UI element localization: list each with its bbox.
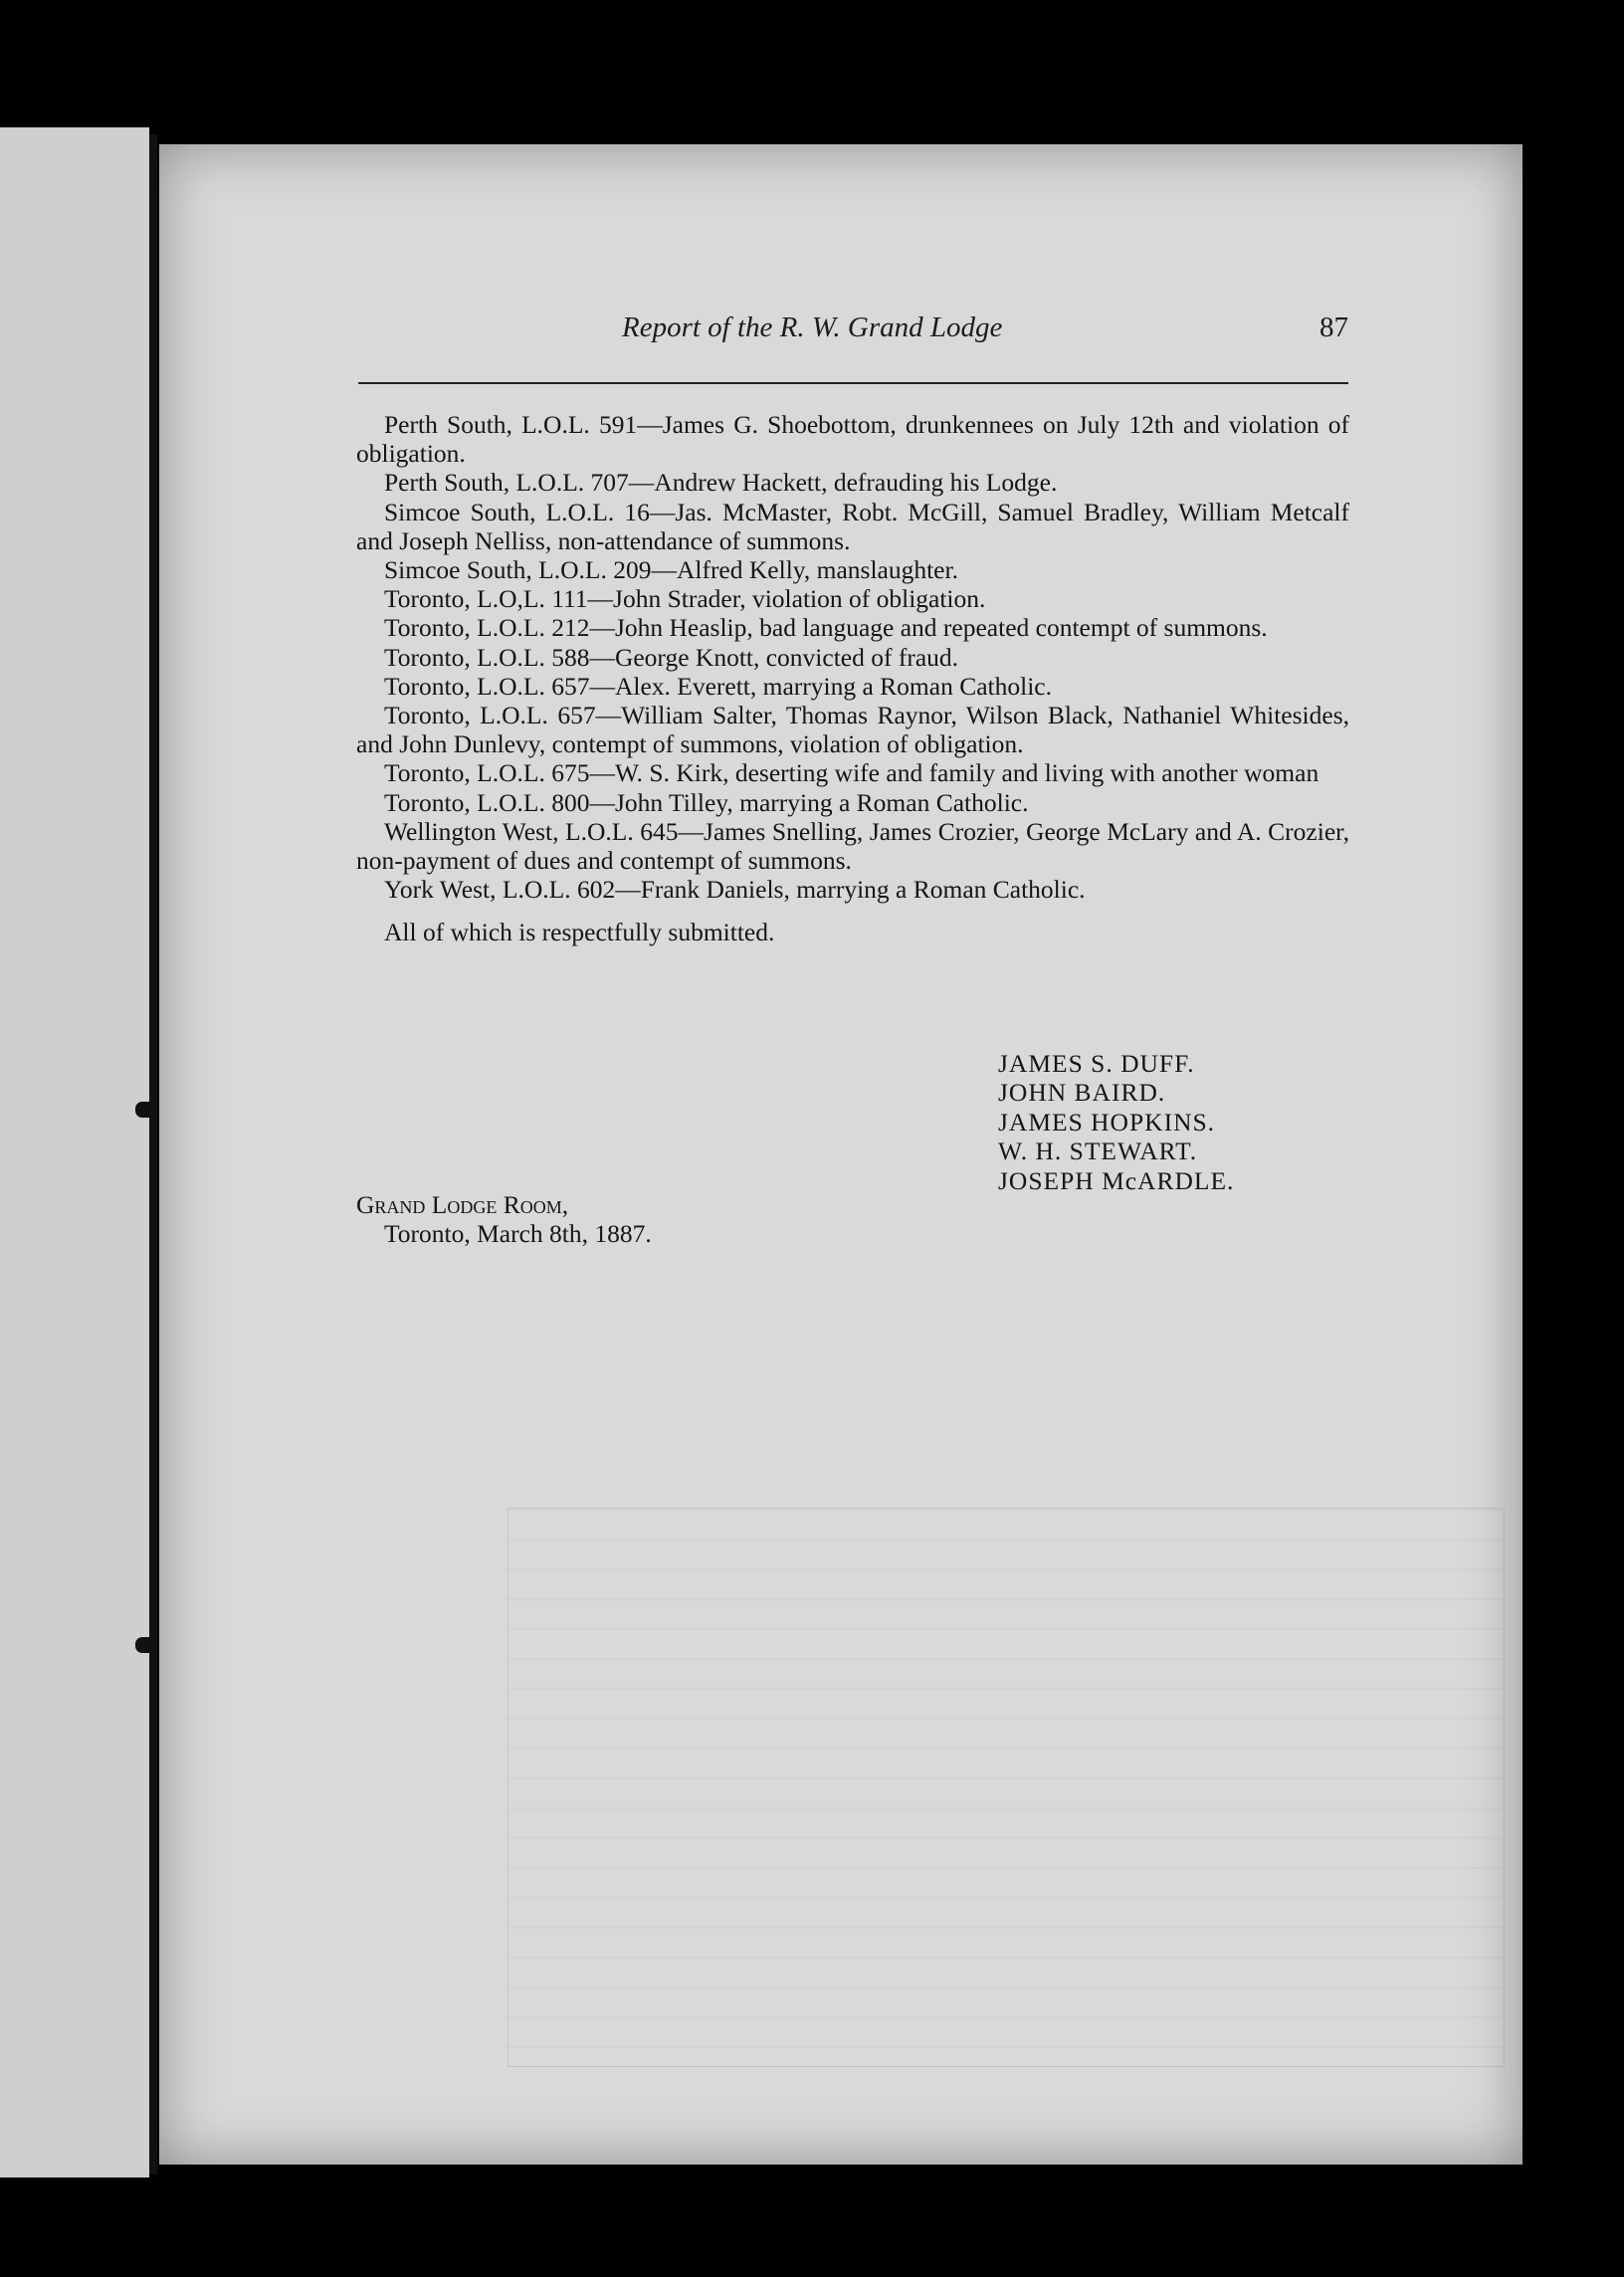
signatory-name: JAMES S. DUFF. bbox=[998, 1049, 1195, 1078]
binding-knob bbox=[135, 1102, 157, 1118]
report-entry: Perth South, L.O.L. 591—James G. Shoebottom, drunkennees on July 12th and violation of obligation. bbox=[356, 410, 1349, 469]
signature-block bbox=[998, 1049, 1234, 1195]
report-entry: Simcoe South, L.O.L. 16—Jas. McMaster, Robt. McGill, Samuel Bradley, William Metcalf and Joseph Nelliss, non-attendance of summons. bbox=[356, 497, 1349, 555]
report-entry: Wellington West, L.O.L. 645—James Snelling, James Crozier, George McLary and A. Crozier, non-payment of dues and contempt of summons. bbox=[356, 816, 1349, 876]
report-entry: Toronto, L.O.L. 675—W. S. Kirk, deserting wife and family and living with another woman bbox=[384, 758, 1320, 788]
bleed-through-area bbox=[508, 1508, 1505, 2067]
facing-page-edge bbox=[0, 127, 149, 2177]
signatory-name: JAMES HOPKINS. bbox=[998, 1107, 1216, 1137]
signatory-name: W. H. STEWART. bbox=[998, 1137, 1198, 1166]
report-entry: York West, L.O.L. 602—Frank Daniels, marrying a Roman Catholic. bbox=[384, 875, 1086, 905]
page-number: 87 bbox=[1320, 311, 1348, 343]
header-rule bbox=[358, 382, 1348, 384]
report-entry: Toronto, L.O.L. 800—John Tilley, marrying a Roman Catholic. bbox=[384, 787, 1029, 817]
report-entry: Toronto, L.O.L. 657—Alex. Everett, marrying a Roman Catholic. bbox=[384, 671, 1052, 701]
place-and-date bbox=[356, 1190, 652, 1249]
report-entry: Perth South, L.O.L. 707—Andrew Hackett, defrauding his Lodge. bbox=[384, 468, 1058, 498]
report-entry: Toronto, L.O,L. 111—John Strader, violation of obligation. bbox=[384, 584, 986, 614]
closing-statement: All of which is respectfully submitted. bbox=[384, 918, 775, 947]
report-entry: Toronto, L.O.L. 588—George Knott, convicted of fraud. bbox=[384, 642, 959, 672]
binding-knob bbox=[135, 1637, 157, 1653]
place-date: Toronto, March 8th, 1887. bbox=[384, 1219, 652, 1249]
running-title: Report of the R. W. Grand Lodge bbox=[622, 311, 1003, 343]
report-entry: Toronto, L.O.L. 212—John Heaslip, bad language and repeated contempt of summons. bbox=[384, 613, 1268, 643]
signatory-name: JOHN BAIRD. bbox=[998, 1078, 1166, 1108]
report-entry: Toronto, L.O.L. 657—William Salter, Thomas Raynor, Wilson Black, Nathaniel Whitesides, and John Dunlevy, contempt of summons, violation of obligation. bbox=[356, 701, 1349, 759]
place-location: Grand Lodge Room, bbox=[356, 1190, 569, 1219]
signatory-name: JOSEPH McARDLE. bbox=[998, 1165, 1235, 1195]
report-body bbox=[356, 410, 1349, 947]
binding-line bbox=[149, 134, 157, 2174]
report-entry: Simcoe South, L.O.L. 209—Alfred Kelly, manslaughter. bbox=[384, 555, 958, 585]
